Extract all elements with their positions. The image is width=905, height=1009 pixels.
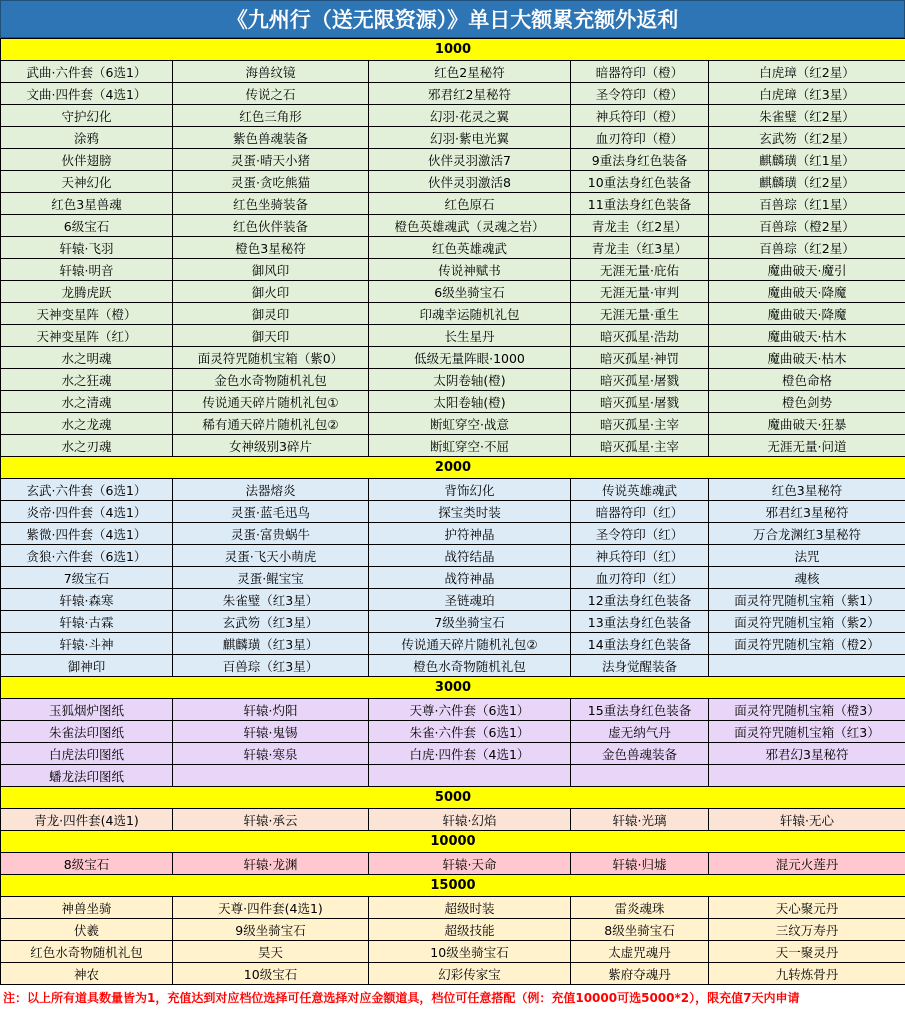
- reward-item: 水之狂魂: [1, 369, 173, 391]
- reward-item: 伙伴翅膀: [1, 149, 173, 171]
- reward-item: 魔曲破天·降魔: [709, 303, 905, 325]
- reward-item: 伙伴灵羽激活8: [369, 171, 571, 193]
- reward-item: [173, 765, 369, 787]
- reward-item: 超级时装: [369, 897, 571, 919]
- reward-item: 朱雀·六件套（6选1）: [369, 721, 571, 743]
- reward-item: 轩辕·明音: [1, 259, 173, 281]
- reward-item: 面灵符咒随机宝箱（橙3）: [709, 699, 905, 721]
- reward-item: 印魂幸运随机礼包: [369, 303, 571, 325]
- reward-item: 海兽纹镜: [173, 61, 369, 83]
- table-row: [1, 523, 905, 545]
- reward-item: 伏羲: [1, 919, 173, 941]
- reward-item: [369, 765, 571, 787]
- table-row: [1, 743, 905, 765]
- tier-header-row: [1, 831, 905, 853]
- reward-item: 7级坐骑宝石: [369, 611, 571, 633]
- reward-item: 暗灭孤星·屠戮: [571, 391, 709, 413]
- reward-item: 紫色兽魂装备: [173, 127, 369, 149]
- reward-item: 血刃符印（橙）: [571, 127, 709, 149]
- reward-item: 灵蛋·鲲宝宝: [173, 567, 369, 589]
- reward-item: 断虹穿空·战意: [369, 413, 571, 435]
- reward-item: 麒麟璜（红3星）: [173, 633, 369, 655]
- reward-item: 朱雀璧（红2星）: [709, 105, 905, 127]
- reward-item: 灵蛋·飞天小萌虎: [173, 545, 369, 567]
- reward-item: 圣令符印（橙）: [571, 83, 709, 105]
- reward-item: 灵蛋·晴天小猪: [173, 149, 369, 171]
- reward-item: 神农: [1, 963, 173, 985]
- table-row: [1, 127, 905, 149]
- reward-item: 11重法身红色装备: [571, 193, 709, 215]
- reward-item: 圣链魂珀: [369, 589, 571, 611]
- reward-item: 水之刃魂: [1, 435, 173, 457]
- reward-item: 九转炼骨丹: [709, 963, 905, 985]
- reward-item: 长生星丹: [369, 325, 571, 347]
- reward-item: 战符结晶: [369, 545, 571, 567]
- table-row: [1, 83, 905, 105]
- reward-item: 青龙圭（红2星）: [571, 215, 709, 237]
- reward-item: 橙色英雄魂武（灵魂之岩）: [369, 215, 571, 237]
- table-row: [1, 567, 905, 589]
- reward-item: 14重法身红色装备: [571, 633, 709, 655]
- reward-item: 面灵符咒随机宝箱（红3）: [709, 721, 905, 743]
- reward-item: 御风印: [173, 259, 369, 281]
- reward-item: 太虚咒魂丹: [571, 941, 709, 963]
- reward-item: 轩辕·古霖: [1, 611, 173, 633]
- tier-amount: 5000: [1, 787, 905, 809]
- reward-item: 幻羽·花灵之翼: [369, 105, 571, 127]
- reward-item: 轩辕·光璃: [571, 809, 709, 831]
- reward-item: 魔曲破天·枯木: [709, 347, 905, 369]
- table-row: [1, 919, 905, 941]
- reward-item: 天神变星阵（橙）: [1, 303, 173, 325]
- reward-item: 探宝类时装: [369, 501, 571, 523]
- reward-item: 9级坐骑宝石: [173, 919, 369, 941]
- reward-item: 天神变星阵（红）: [1, 325, 173, 347]
- reward-item: 魔曲破天·降魔: [709, 281, 905, 303]
- table-row: [1, 589, 905, 611]
- reward-item: 百兽琮（红2星）: [709, 237, 905, 259]
- reward-item: 法身觉醒装备: [571, 655, 709, 677]
- reward-item: 蟠龙法印图纸: [1, 765, 173, 787]
- reward-item: 法咒: [709, 545, 905, 567]
- reward-item: 朱雀法印图纸: [1, 721, 173, 743]
- reward-item: 麒麟璜（红2星）: [709, 171, 905, 193]
- reward-item: 涂鸦: [1, 127, 173, 149]
- tier-amount: 3000: [1, 677, 905, 699]
- reward-item: 血刃符印（红）: [571, 567, 709, 589]
- reward-item: 红色2星秘符: [369, 61, 571, 83]
- reward-item: 邪君幻3星秘符: [709, 743, 905, 765]
- table-row: [1, 765, 905, 787]
- reward-item: 紫府夺魂丹: [571, 963, 709, 985]
- reward-item: 橙色剑势: [709, 391, 905, 413]
- reward-item: 暗器符印（橙）: [571, 61, 709, 83]
- table-row: [1, 501, 905, 523]
- reward-item: 橙色命格: [709, 369, 905, 391]
- reward-item: 15重法身红色装备: [571, 699, 709, 721]
- reward-item: 8级宝石: [1, 853, 173, 875]
- reward-item: 水之龙魂: [1, 413, 173, 435]
- reward-item: 御神印: [1, 655, 173, 677]
- reward-item: 百兽琮（橙2星）: [709, 215, 905, 237]
- table-row: [1, 655, 905, 677]
- reward-item: 龙腾虎跃: [1, 281, 173, 303]
- reward-item: 水之明魂: [1, 347, 173, 369]
- reward-item: 轩辕·龙渊: [173, 853, 369, 875]
- reward-item: 炎帝·四件套（4选1）: [1, 501, 173, 523]
- reward-item: 面灵符咒随机宝箱（紫0）: [173, 347, 369, 369]
- reward-table: [0, 38, 905, 985]
- reward-item: 天尊·六件套（6选1）: [369, 699, 571, 721]
- reward-item: 神兵符印（橙）: [571, 105, 709, 127]
- reward-item: 虚无纳气丹: [571, 721, 709, 743]
- table-row: [1, 479, 905, 501]
- reward-item: 金色水奇物随机礼包: [173, 369, 369, 391]
- reward-item: 圣令符印（红）: [571, 523, 709, 545]
- reward-item: 太阳卷轴(橙): [369, 391, 571, 413]
- reward-item: 6级宝石: [1, 215, 173, 237]
- reward-item: 轩辕·归墟: [571, 853, 709, 875]
- reward-item: 6级坐骑宝石: [369, 281, 571, 303]
- reward-item: 红色三角形: [173, 105, 369, 127]
- reward-item: 麒麟璜（红1星）: [709, 149, 905, 171]
- reward-item: 战符神晶: [369, 567, 571, 589]
- reward-item: 传说之石: [173, 83, 369, 105]
- reward-item: 7级宝石: [1, 567, 173, 589]
- tier-header-row: [1, 875, 905, 897]
- reward-item: 天一聚灵丹: [709, 941, 905, 963]
- table-row: [1, 633, 905, 655]
- reward-item: 三纹万寿丹: [709, 919, 905, 941]
- reward-item: 伙伴灵羽激活7: [369, 149, 571, 171]
- reward-item: 幻彩传家宝: [369, 963, 571, 985]
- reward-item: 百兽琮（红3星）: [173, 655, 369, 677]
- reward-item: 朱雀璧（红3星）: [173, 589, 369, 611]
- reward-item: 护符神晶: [369, 523, 571, 545]
- footnote: 注：以上所有道具数量皆为1，充值达到对应档位选择可任意选择对应金额道具，档位可任意搭配（例：充值10000可选5000*2），限充值7天内申请: [0, 985, 905, 1009]
- reward-item: 传说通天碎片随机礼包②: [369, 633, 571, 655]
- reward-item: [571, 765, 709, 787]
- table-row: [1, 193, 905, 215]
- reward-item: 神兽坐骑: [1, 897, 173, 919]
- reward-item: 白虎璋（红2星）: [709, 61, 905, 83]
- table-row: [1, 237, 905, 259]
- table-row: [1, 105, 905, 127]
- reward-item: 文曲·四件套（4选1）: [1, 83, 173, 105]
- reward-item: 10级宝石: [173, 963, 369, 985]
- reward-item: 稀有通天碎片随机礼包②: [173, 413, 369, 435]
- reward-item: 面灵符咒随机宝箱（橙2）: [709, 633, 905, 655]
- tier-amount: 1000: [1, 39, 905, 61]
- reward-item: 暗灭孤星·主宰: [571, 413, 709, 435]
- reward-item: 轩辕·幻焰: [369, 809, 571, 831]
- reward-item: 红色英雄魂武: [369, 237, 571, 259]
- tier-header-row: [1, 677, 905, 699]
- reward-item: 红色伙伴装备: [173, 215, 369, 237]
- reward-item: 传说神赋书: [369, 259, 571, 281]
- reward-item: 御天印: [173, 325, 369, 347]
- table-row: [1, 545, 905, 567]
- reward-item: [709, 765, 905, 787]
- table-row: [1, 215, 905, 237]
- reward-item: 暗灭孤星·主宰: [571, 435, 709, 457]
- reward-item: 红色3星秘符: [709, 479, 905, 501]
- reward-item: 无涯无量·审判: [571, 281, 709, 303]
- reward-item: 暗灭孤星·神罚: [571, 347, 709, 369]
- table-row: [1, 853, 905, 875]
- reward-item: 守护幻化: [1, 105, 173, 127]
- reward-item: 魔曲破天·魔引: [709, 259, 905, 281]
- reward-item: 橙色3星秘符: [173, 237, 369, 259]
- reward-item: 玄武笏（红2星）: [709, 127, 905, 149]
- table-row: [1, 61, 905, 83]
- reward-item: 红色3星兽魂: [1, 193, 173, 215]
- table-row: [1, 721, 905, 743]
- reward-item: 白虎·四件套（4选1）: [369, 743, 571, 765]
- reward-item: 青龙圭（红3星）: [571, 237, 709, 259]
- reward-item: 轩辕·飞羽: [1, 237, 173, 259]
- tier-header-row: [1, 457, 905, 479]
- reward-item: 魔曲破天·狂暴: [709, 413, 905, 435]
- reward-item: 无涯无量·问道: [709, 435, 905, 457]
- table-row: [1, 303, 905, 325]
- reward-item: 断虹穿空·不屈: [369, 435, 571, 457]
- tier-header-row: [1, 39, 905, 61]
- reward-item: 玉狐烟炉图纸: [1, 699, 173, 721]
- reward-item: 13重法身红色装备: [571, 611, 709, 633]
- reward-item: 背饰幻化: [369, 479, 571, 501]
- reward-item: 万合龙渊红3星秘符: [709, 523, 905, 545]
- reward-item: 9重法身红色装备: [571, 149, 709, 171]
- reward-item: 轩辕·森寒: [1, 589, 173, 611]
- reward-item: 传说通天碎片随机礼包①: [173, 391, 369, 413]
- reward-item: 百兽琮（红1星）: [709, 193, 905, 215]
- reward-item: 面灵符咒随机宝箱（紫1）: [709, 589, 905, 611]
- reward-item: 轩辕·寒泉: [173, 743, 369, 765]
- reward-item: [709, 655, 905, 677]
- reward-item: 青龙·四件套(4选1): [1, 809, 173, 831]
- reward-item: 神兵符印（红）: [571, 545, 709, 567]
- table-row: [1, 809, 905, 831]
- reward-item: 10级坐骑宝石: [369, 941, 571, 963]
- reward-item: 雷炎魂珠: [571, 897, 709, 919]
- reward-item: 暗器符印（红）: [571, 501, 709, 523]
- table-row: [1, 391, 905, 413]
- tier-header-row: [1, 787, 905, 809]
- reward-item: 轩辕·鬼锡: [173, 721, 369, 743]
- reward-item: 传说英雄魂武: [571, 479, 709, 501]
- table-row: [1, 149, 905, 171]
- reward-item: 武曲·六件套（6选1）: [1, 61, 173, 83]
- reward-item: 贪狼·六件套（6选1）: [1, 545, 173, 567]
- tier-amount: 10000: [1, 831, 905, 853]
- reward-item: 魔曲破天·枯木: [709, 325, 905, 347]
- reward-item: 玄武·六件套（6选1）: [1, 479, 173, 501]
- reward-item: 魂核: [709, 567, 905, 589]
- reward-item: 轩辕·天命: [369, 853, 571, 875]
- reward-item: 轩辕·承云: [173, 809, 369, 831]
- table-row: [1, 325, 905, 347]
- reward-item: 金色兽魂装备: [571, 743, 709, 765]
- reward-item: 无涯无量·庇佑: [571, 259, 709, 281]
- reward-item: 灵蛋·蓝毛迅鸟: [173, 501, 369, 523]
- reward-item: 幻羽·紫电光翼: [369, 127, 571, 149]
- reward-item: 天神幻化: [1, 171, 173, 193]
- reward-item: 低级无量阵眼·1000: [369, 347, 571, 369]
- reward-item: 法器熔炎: [173, 479, 369, 501]
- table-row: [1, 963, 905, 985]
- reward-item: 轩辕·灼阳: [173, 699, 369, 721]
- reward-item: 无涯无量·重生: [571, 303, 709, 325]
- reward-item: 10重法身红色装备: [571, 171, 709, 193]
- reward-item: 轩辕·无心: [709, 809, 905, 831]
- table-row: [1, 347, 905, 369]
- reward-item: 昊天: [173, 941, 369, 963]
- reward-item: 灵蛋·贪吃熊猫: [173, 171, 369, 193]
- reward-item: 水之清魂: [1, 391, 173, 413]
- reward-item: 混元火莲丹: [709, 853, 905, 875]
- table-row: [1, 941, 905, 963]
- reward-item: 邪君红2星秘符: [369, 83, 571, 105]
- reward-item: 暗灭孤星·浩劫: [571, 325, 709, 347]
- table-row: [1, 897, 905, 919]
- reward-item: 面灵符咒随机宝箱（紫2）: [709, 611, 905, 633]
- reward-item: 红色水奇物随机礼包: [1, 941, 173, 963]
- reward-item: 邪君红3星秘符: [709, 501, 905, 523]
- reward-item: 红色原石: [369, 193, 571, 215]
- reward-item: 御灵印: [173, 303, 369, 325]
- reward-item: 红色坐骑装备: [173, 193, 369, 215]
- reward-item: 灵蛋·富贵蜗牛: [173, 523, 369, 545]
- reward-item: 御火印: [173, 281, 369, 303]
- reward-item: 紫微·四件套（4选1）: [1, 523, 173, 545]
- page-title: 《九州行（送无限资源）》单日大额累充额外返利: [0, 0, 905, 38]
- table-row: [1, 699, 905, 721]
- reward-item: 超级技能: [369, 919, 571, 941]
- reward-item: 橙色水奇物随机礼包: [369, 655, 571, 677]
- reward-item: 玄武笏（红3星）: [173, 611, 369, 633]
- table-row: [1, 281, 905, 303]
- reward-item: 白虎法印图纸: [1, 743, 173, 765]
- table-row: [1, 369, 905, 391]
- reward-item: 暗灭孤星·屠戮: [571, 369, 709, 391]
- table-row: [1, 435, 905, 457]
- reward-item: 8级坐骑宝石: [571, 919, 709, 941]
- table-row: [1, 413, 905, 435]
- reward-item: 轩辕·斗神: [1, 633, 173, 655]
- tier-amount: 15000: [1, 875, 905, 897]
- reward-item: 天尊·四件套(4选1): [173, 897, 369, 919]
- reward-item: 天心聚元丹: [709, 897, 905, 919]
- table-row: [1, 259, 905, 281]
- reward-item: 女神级别3碎片: [173, 435, 369, 457]
- reward-item: 太阴卷轴(橙): [369, 369, 571, 391]
- tier-amount: 2000: [1, 457, 905, 479]
- reward-item: 12重法身红色装备: [571, 589, 709, 611]
- table-row: [1, 171, 905, 193]
- reward-item: 白虎璋（红3星）: [709, 83, 905, 105]
- table-row: [1, 611, 905, 633]
